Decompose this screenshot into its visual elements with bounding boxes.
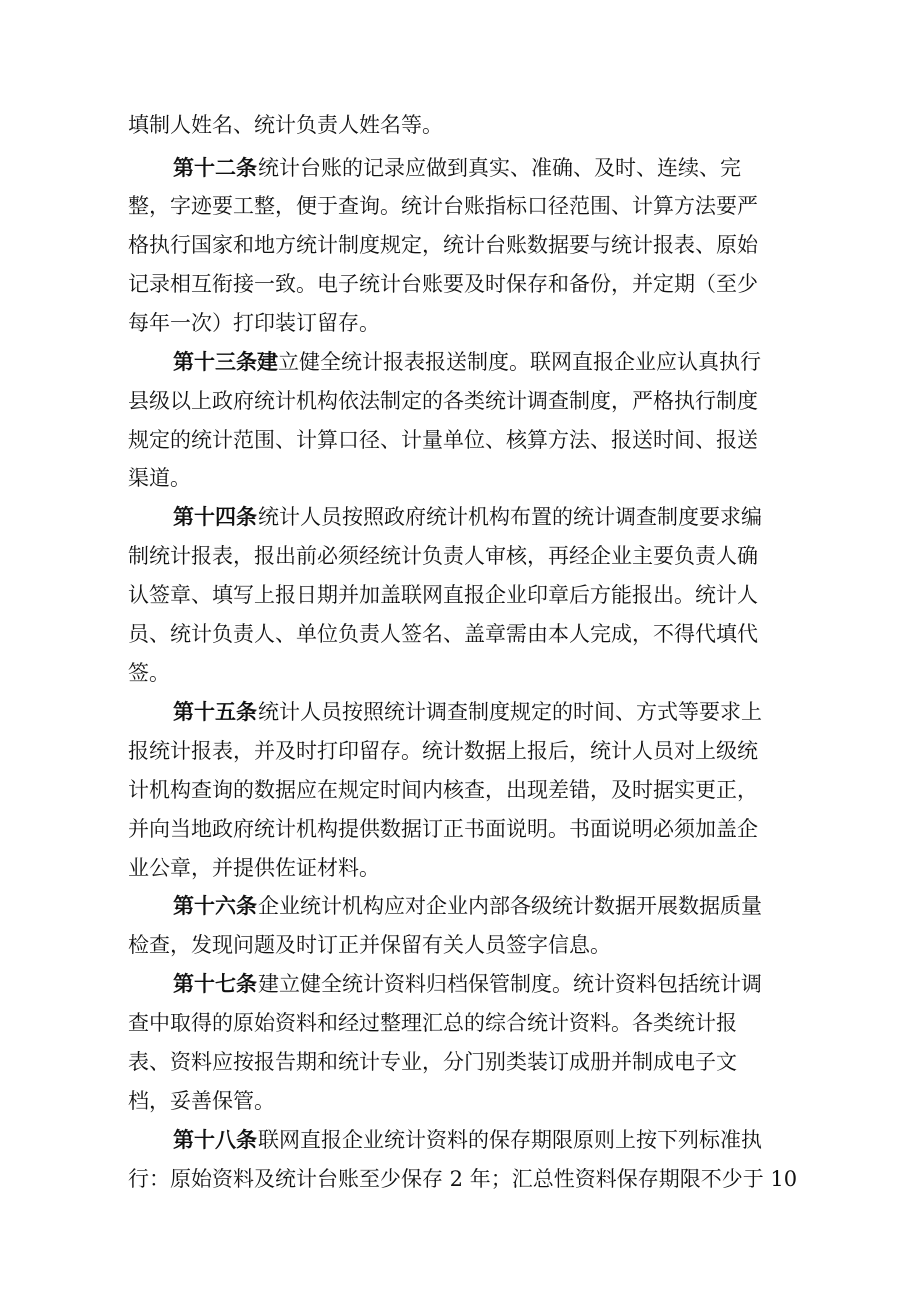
line-text: 员、统计负责人、单位负责人签名、盖章需由本人完成，不得代填代 xyxy=(128,622,758,646)
line-text: 签。 xyxy=(128,661,170,685)
article-13-first-line xyxy=(0,342,920,382)
article-number: 第十七条 xyxy=(173,971,257,996)
article-15-line xyxy=(0,770,920,810)
line-text: 统计台账的记录应做到真实、准确、及时、连续、完 xyxy=(258,156,741,180)
article-15-line xyxy=(0,848,920,888)
article-14-first-line xyxy=(0,497,920,537)
article-14-line xyxy=(0,614,920,654)
line-text: 报统计报表，并及时打印留存。统计数据上报后，统计人员对上级统 xyxy=(128,739,758,763)
line-text: 每年一次）打印装订留存。 xyxy=(128,311,380,335)
article-15-line xyxy=(0,731,920,771)
article-16-first-line xyxy=(0,886,920,926)
line-text: 立健全统计报表报送制度。联网直报企业应认真执行 xyxy=(278,350,761,374)
line-text: 整，字迹要工整，便于查询。统计台账指标口径范围、计算方法要严 xyxy=(128,194,758,218)
line-text: 并向当地政府统计机构提供数据订正书面说明。书面说明必须加盖企 xyxy=(128,817,758,841)
article-15-line xyxy=(0,809,920,849)
article-18-line xyxy=(0,1159,920,1199)
line-text: 制统计报表，报出前必须经统计负责人审核，再经企业主要负责人确 xyxy=(128,544,758,568)
line-text: 格执行国家和地方统计制度规定，统计台账数据要与统计报表、原始 xyxy=(128,233,758,257)
line-text: 县级以上政府统计机构依法制定的各类统计调查制度，严格执行制度 xyxy=(128,389,758,413)
line-text: 联网直报企业统计资料的保存期限原则上按下列标准执 xyxy=(258,1128,762,1152)
article-15-first-line xyxy=(0,692,920,732)
line-text: 认签章、填写上报日期并加盖联网直报企业印章后方能报出。统计人 xyxy=(128,583,758,607)
line-text: 建立健全统计资料归档保管制度。统计资料包括统计调 xyxy=(258,972,762,996)
line-text: 业公章，并提供佐证材料。 xyxy=(128,856,380,880)
line-text: 行：原始资料及统计台账至少保存 2 年；汇总性资料保存期限不少于 10 xyxy=(128,1167,798,1191)
article-18-first-line xyxy=(0,1120,920,1160)
article-14-line xyxy=(0,575,920,615)
article-14-line xyxy=(0,536,920,576)
article-13-line xyxy=(0,458,920,498)
line-text: 规定的统计范围、计算口径、计量单位、核算方法、报送时间、报送 xyxy=(128,428,758,452)
line-text: 档，妥善保管。 xyxy=(128,1089,275,1113)
line-text: 企业统计机构应对企业内部各级统计数据开展数据质量 xyxy=(258,894,762,918)
line-text: 统计人员按照政府统计机构布置的统计调查制度要求编 xyxy=(258,505,762,529)
article-number: 第十四条 xyxy=(173,504,257,529)
article-12-line xyxy=(0,303,920,343)
line-text: 检查，发现问题及时订正并保留有关人员签字信息。 xyxy=(128,933,611,957)
article-number: 第十三条建 xyxy=(173,349,278,374)
line-text: 表、资料应按报告期和统计专业，分门别类装订成册并制成电子文 xyxy=(128,1050,737,1074)
article-12-line xyxy=(0,225,920,265)
line-text: 计机构查询的数据应在规定时间内核查，出现差错，及时据实更正， xyxy=(128,778,758,802)
article-17-first-line xyxy=(0,964,920,1004)
article-13-line xyxy=(0,381,920,421)
article-17-line xyxy=(0,1081,920,1121)
line-text: 查中取得的原始资料和经过整理汇总的综合统计资料。各类统计报 xyxy=(128,1011,737,1035)
article-14-line xyxy=(0,653,920,693)
continuation-line xyxy=(0,105,920,145)
line-text: 统计人员按照统计调查制度规定的时间、方式等要求上 xyxy=(258,700,762,724)
article-12-line xyxy=(0,186,920,226)
article-13-line xyxy=(0,420,920,460)
line-text: 渠道。 xyxy=(128,466,191,490)
article-number: 第十八条 xyxy=(173,1127,257,1152)
article-number: 第十二条 xyxy=(173,155,257,180)
article-17-line xyxy=(0,1042,920,1082)
article-17-line xyxy=(0,1003,920,1043)
article-12-first-line xyxy=(0,148,920,188)
article-16-line xyxy=(0,925,920,965)
line-text: 记录相互衔接一致。电子统计台账要及时保存和备份，并定期（至少 xyxy=(128,272,758,296)
line-text: 填制人姓名、统计负责人姓名等。 xyxy=(128,113,443,137)
article-12-line xyxy=(0,264,920,304)
article-number: 第十五条 xyxy=(173,699,257,724)
article-number: 第十六条 xyxy=(173,893,257,918)
